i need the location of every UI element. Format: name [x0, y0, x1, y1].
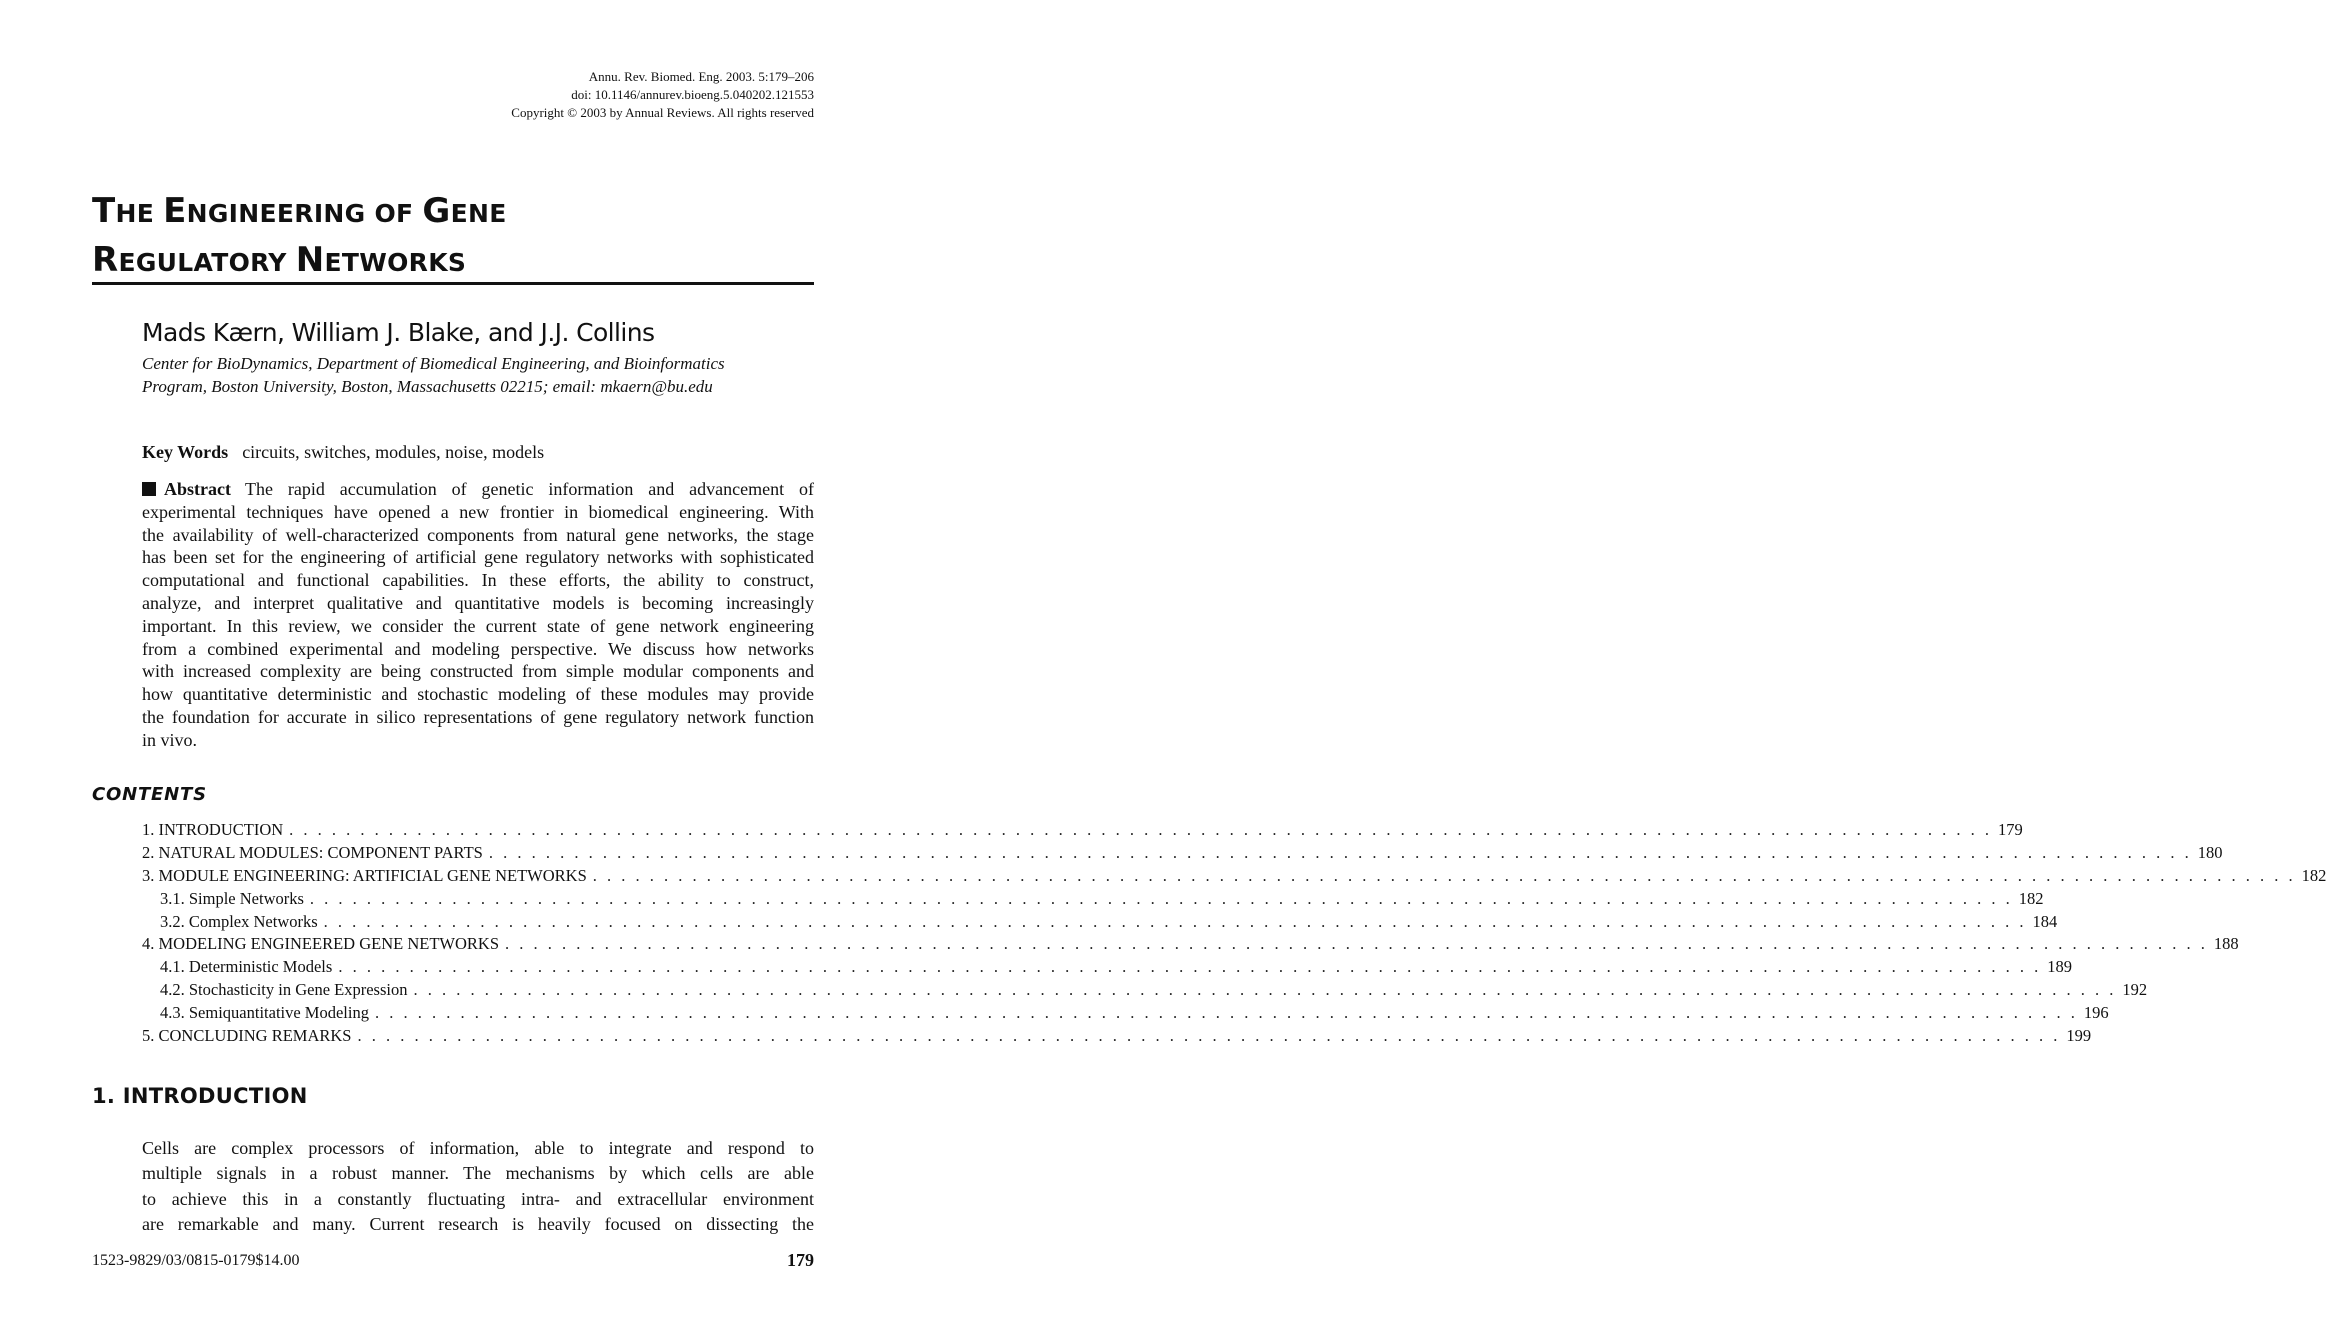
- journal-citation: Annu. Rev. Biomed. Eng. 2003. 5:179–206: [588, 69, 814, 84]
- abstract-text: experimental techniques have opened a new frontier in biomedical engineering. With: [142, 501, 814, 522]
- toc-leader-dots: . . . . . . . . . . . . . . . . . . . . . . . . . . . . . . . . . . . . . . . . . . . . . . . . . . . . . . . . . . . . . . . . . . . . . . . . . . . . . . . . . . . . . . . . . . . . . . . . . . . . . . . . . . . . . . . . . . . . . . . .: [592, 865, 2296, 885]
- abstract-text: analyze, and interpret qualitative and quantitative models is becoming increasingly: [142, 592, 814, 613]
- title-text: HE: [115, 199, 164, 228]
- doi-line: doi: 10.1146/annurev.bioeng.5.040202.121553: [571, 87, 814, 102]
- abstract-text: how quantitative deterministic and stochastic modeling of these modules may provide: [142, 684, 814, 705]
- contents-heading: CONTENTS: [92, 784, 207, 805]
- toc-page-number: 199: [2066, 1026, 2092, 1046]
- abstract-line: [142, 524, 814, 547]
- toc-page-number: 182: [2018, 888, 2044, 908]
- toc-label: 1. INTRODUCTION: [142, 820, 284, 839]
- toc-leader-dots: . . . . . . . . . . . . . . . . . . . . . . . . . . . . . . . . . . . . . . . . . . . . . . . . . . . . . . . . . . . . . . . . . . . . . . . . . . . . . . . . . . . . . . . . . . . . . . . . . . . . . . . . . . . . . . . . . . . . . . . .: [488, 842, 2192, 862]
- abstract-line: [142, 546, 814, 569]
- toc-label: 4.1. Deterministic Models: [160, 957, 333, 977]
- abstract: [142, 478, 814, 752]
- toc-page-number: 192: [2122, 980, 2148, 1000]
- author-list: Mads Kærn, William J. Blake, and J.J. Collins: [142, 318, 655, 347]
- abstract-line: [142, 660, 814, 683]
- toc-page-number: 180: [2197, 842, 2223, 862]
- toc-entry[interactable]: [142, 911, 2058, 935]
- title-text: EGULATORY: [118, 248, 296, 277]
- table-of-contents: [142, 820, 2326, 1049]
- title-capital: R: [92, 240, 119, 280]
- section-heading: 1. INTRODUCTION: [92, 1084, 308, 1108]
- abstract-label: Abstract: [164, 479, 231, 499]
- intro-line: to achieve this in a constantly fluctuating intra- and extracellular environment: [142, 1188, 814, 1209]
- toc-entry[interactable]: [142, 820, 2023, 843]
- toc-leader-dots: . . . . . . . . . . . . . . . . . . . . . . . . . . . . . . . . . . . . . . . . . . . . . . . . . . . . . . . . . . . . . . . . . . . . . . . . . . . . . . . . . . . . . . . . . . . . . . . . . . . . . . . . . . . . . . . . . . . . . . . .: [413, 980, 2117, 1000]
- abstract-text: the foundation for accurate in silico representations of gene regulatory network function: [142, 706, 814, 727]
- toc-label: 4. MODELING ENGINEERED GENE NETWORKS: [142, 934, 499, 954]
- toc-leader-dots: . . . . . . . . . . . . . . . . . . . . . . . . . . . . . . . . . . . . . . . . . . . . . . . . . . . . . . . . . . . . . . . . . . . . . . . . . . . . . . . . . . . . . . . . . . . . . . . . . . . . . . . . . . . . . . . . . . . . . . . .: [505, 934, 2208, 954]
- title-text: ETWORKS: [324, 248, 467, 277]
- intro-paragraph: [142, 1136, 814, 1237]
- abstract-line: [142, 683, 814, 706]
- title-capital: G: [422, 191, 451, 231]
- affiliation: [142, 352, 822, 398]
- abstract-line: [142, 501, 814, 524]
- toc-page-number: 184: [2032, 911, 2058, 931]
- toc-leader-dots: . . . . . . . . . . . . . . . . . . . . . . . . . . . . . . . . . . . . . . . . . . . . . . . . . . . . . . . . . . . . . . . . . . . . . . . . . . . . . . . . . . . . . . . . . . . . . . . . . . . . . . . . . . . . . . . . . . . . . . . .: [338, 957, 2042, 977]
- toc-entry[interactable]: [142, 980, 2148, 1003]
- toc-entry[interactable]: [142, 865, 2326, 889]
- affiliation-line: Center for BioDynamics, Department of Biomedical Engineering, and Bioinformatics: [142, 354, 725, 373]
- title-capital: N: [295, 240, 325, 280]
- abstract-line: [142, 569, 814, 592]
- title-text: ENE: [450, 199, 507, 228]
- abstract-text: from a combined experimental and modeling perspective. We discuss how networks: [142, 638, 814, 659]
- toc-entry[interactable]: [142, 934, 2239, 957]
- toc-entry[interactable]: [142, 842, 2223, 866]
- toc-leader-dots: . . . . . . . . . . . . . . . . . . . . . . . . . . . . . . . . . . . . . . . . . . . . . . . . . . . . . . . . . . . . . . . . . . . . . . . . . . . . . . . . . . . . . . . . . . . . . . . . . . . . . . . . . . . . . . . . . . . . . . . .: [323, 911, 2027, 931]
- toc-page-number: 188: [2213, 934, 2239, 954]
- abstract-text: the availability of well-characterized components from natural gene networks, the stage: [142, 524, 814, 545]
- copyright-line: Copyright © 2003 by Annual Reviews. All rights reserved: [511, 105, 814, 120]
- abstract-line: [142, 729, 814, 752]
- abstract-text: in vivo.: [142, 729, 198, 750]
- toc-leader-dots: . . . . . . . . . . . . . . . . . . . . . . . . . . . . . . . . . . . . . . . . . . . . . . . . . . . . . . . . . . . . . . . . . . . . . . . . . . . . . . . . . . . . . . . . . . . . . . . . . . . . . . . . . . . . . . . . . . . . . . . .: [289, 820, 1993, 839]
- toc-label: 3.1. Simple Networks: [160, 888, 304, 908]
- abstract-line: [142, 638, 814, 661]
- intro-line: Cells are complex processors of information, able to integrate and respond to: [142, 1138, 814, 1158]
- affiliation-line: Program, Boston University, Boston, Massachusetts 02215; email: mkaern@bu.edu: [142, 377, 713, 396]
- toc-leader-dots: . . . . . . . . . . . . . . . . . . . . . . . . . . . . . . . . . . . . . . . . . . . . . . . . . . . . . . . . . . . . . . . . . . . . . . . . . . . . . . . . . . . . . . . . . . . . . . . . . . . . . . . . . . . . . . . . . . . . . . . .: [357, 1026, 2061, 1046]
- abstract-text: has been set for the engineering of artificial gene regulatory networks with sophisticated: [142, 547, 814, 568]
- toc-leader-dots: . . . . . . . . . . . . . . . . . . . . . . . . . . . . . . . . . . . . . . . . . . . . . . . . . . . . . . . . . . . . . . . . . . . . . . . . . . . . . . . . . . . . . . . . . . . . . . . . . . . . . . . . . . . . . . . . . . . . . . . .: [374, 1003, 2078, 1023]
- footer-code: 1523-9829/03/0815-0179$14.00: [92, 1252, 300, 1269]
- abstract-text: with increased complexity are being constructed from simple modular components and: [142, 661, 814, 682]
- toc-label: 5. CONCLUDING REMARKS: [142, 1026, 352, 1046]
- intro-line: are remarkable and many. Current research is heavily focused on dissecting the: [142, 1213, 814, 1234]
- abstract-line: [142, 592, 814, 615]
- title-text: NGINEERING OF: [186, 199, 423, 228]
- keywords-label: Key Words: [142, 442, 229, 462]
- title-rule: [92, 282, 814, 285]
- toc-leader-dots: . . . . . . . . . . . . . . . . . . . . . . . . . . . . . . . . . . . . . . . . . . . . . . . . . . . . . . . . . . . . . . . . . . . . . . . . . . . . . . . . . . . . . . . . . . . . . . . . . . . . . . . . . . . . . . . . . . . . . . . .: [309, 888, 2013, 908]
- toc-entry[interactable]: [142, 957, 2072, 980]
- toc-entry[interactable]: [142, 1003, 2109, 1026]
- toc-page-number: 196: [2083, 1003, 2109, 1023]
- toc-page-number: 179: [1998, 820, 2023, 839]
- article-title: [92, 188, 814, 286]
- toc-entry[interactable]: [142, 1026, 2092, 1049]
- page-number: 179: [787, 1250, 814, 1270]
- toc-label: 3.2. Complex Networks: [160, 911, 318, 931]
- toc-entry[interactable]: [142, 888, 2044, 912]
- abstract-line: [142, 478, 814, 501]
- title-capital: T: [92, 191, 116, 231]
- keywords-value: circuits, switches, modules, noise, models: [242, 442, 545, 462]
- bullet-square-icon: [142, 482, 156, 496]
- keywords: [142, 442, 544, 463]
- abstract-text: computational and functional capabilities. In these efforts, the ability to construct,: [142, 570, 814, 591]
- toc-page-number: 182: [2301, 865, 2326, 885]
- toc-page-number: 189: [2047, 957, 2072, 977]
- toc-label: 4.3. Semiquantitative Modeling: [160, 1003, 369, 1023]
- toc-label: 4.2. Stochasticity in Gene Expression: [160, 980, 408, 1000]
- title-line-2: [92, 237, 814, 286]
- title-capital: E: [163, 191, 187, 231]
- abstract-line: [142, 615, 814, 638]
- toc-label: 2. NATURAL MODULES: COMPONENT PARTS: [142, 842, 483, 862]
- title-line-1: [92, 188, 814, 237]
- journal-header: [511, 68, 814, 122]
- abstract-text: The rapid accumulation of genetic information and advancement of: [244, 479, 814, 499]
- abstract-text: important. In this review, we consider the current state of gene network engineering: [142, 615, 814, 636]
- abstract-line: [142, 706, 814, 729]
- toc-label: 3. MODULE ENGINEERING: ARTIFICIAL GENE NETWORKS: [142, 865, 587, 885]
- intro-line: multiple signals in a robust manner. The mechanisms by which cells are able: [142, 1163, 814, 1184]
